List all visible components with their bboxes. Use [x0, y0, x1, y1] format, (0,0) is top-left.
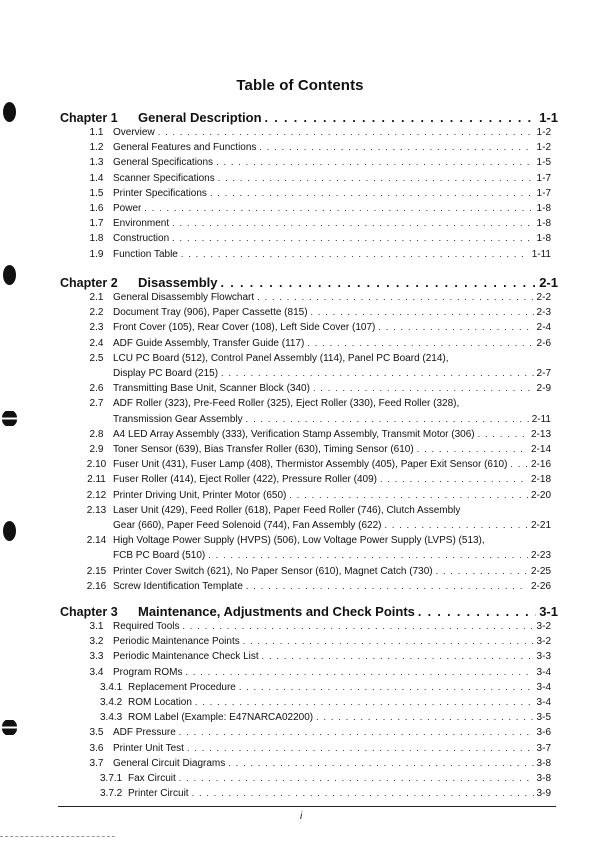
dot-leader: [216, 157, 533, 168]
footer-rule: [58, 806, 556, 807]
toc-entry-number: 2.12: [86, 489, 107, 501]
dot-leader: [311, 307, 534, 318]
toc-entry-page: 2-9: [536, 383, 551, 395]
toc-entry-continuation[interactable]: [80, 520, 551, 535]
page-title: Table of Contents: [236, 77, 364, 94]
toc-entry[interactable]: [80, 233, 551, 248]
toc-entry-page: 2-16: [530, 459, 551, 471]
toc-entry-page: 1-11: [531, 248, 551, 260]
dot-leader: [183, 621, 534, 632]
toc-entry-number: 2.13: [86, 504, 107, 516]
toc-subentry[interactable]: [100, 697, 551, 712]
toc-entry-number: 1.3: [89, 157, 104, 169]
toc-entry-number: 3.5: [89, 727, 104, 739]
toc-entry-page: 2-25: [530, 565, 551, 577]
toc-subentry[interactable]: [100, 788, 551, 803]
toc-entry-number: 2.7: [89, 398, 104, 410]
dot-leader: [221, 276, 537, 290]
toc-entry-title: Replacement Procedure: [128, 681, 236, 693]
toc-entry-page: 2-11: [531, 413, 551, 425]
toc-entry-page: 2-3: [536, 307, 551, 319]
dot-leader: [179, 773, 534, 784]
punch-hole-mark: [3, 102, 16, 122]
toc-subentry[interactable]: [100, 773, 551, 788]
toc-entry-number: 3.3: [89, 651, 104, 663]
toc-entry-title: Fuser Roller (414), Eject Roller (422), Pressure Roller (409): [113, 474, 377, 486]
toc-entry[interactable]: [80, 188, 551, 203]
toc-entry-page: 1-2: [536, 142, 551, 154]
dot-leader: [265, 111, 537, 125]
toc-entry-title: Printer Unit Test: [113, 742, 184, 754]
toc-entry-number: 1.9: [89, 248, 104, 260]
punch-hole-mark: [3, 521, 16, 541]
dot-leader: [307, 338, 533, 349]
toc-entry[interactable]: [80, 651, 551, 666]
toc-entry-number: 1.1: [89, 127, 104, 138]
toc-entry-number: 2.14: [86, 535, 107, 547]
chapter-title: Maintenance, Adjustments and Check Points: [138, 604, 415, 619]
toc-entry-title-cont: Display PC Board (215): [113, 368, 219, 379]
toc-entry[interactable]: [80, 142, 551, 157]
toc-entry-number: 3.7: [89, 757, 104, 769]
dot-leader: [246, 581, 528, 592]
dot-leader: [179, 727, 534, 738]
dot-leader: [187, 743, 534, 754]
toc-entry-title-cont: Transmission Gear Assembly: [113, 413, 243, 425]
toc-entry-title: A4 LED Array Assembly (333), Verification Stamp Assembly, Transmit Motor (306): [113, 428, 475, 440]
chapter-title: General Description: [138, 110, 262, 125]
toc-entry-number: 3.1: [89, 621, 104, 632]
dot-leader: [316, 712, 533, 723]
toc-entry[interactable]: [80, 157, 551, 172]
toc-entry[interactable]: [80, 459, 551, 474]
toc-entry-title-cont: Gear (660), Paper Feed Solenoid (744), Fan Assembly (622): [113, 520, 382, 531]
toc-entry-title: Scanner Specifications: [113, 172, 215, 184]
toc-entry[interactable]: [80, 292, 551, 307]
toc-entry-title: Document Tray (906), Paper Cassette (815): [113, 307, 308, 319]
toc-entry-title: General Specifications: [113, 157, 214, 169]
toc-entry[interactable]: [80, 474, 551, 489]
toc-entry-title: High Voltage Power Supply (HVPS) (506), Low Voltage Power Supply (LVPS) (513),: [113, 535, 485, 547]
toc-entry-title: Power: [113, 203, 142, 214]
toc-entry-title: Periodic Maintenance Points: [113, 636, 240, 648]
toc-entry-number: 1.7: [89, 218, 104, 230]
toc-entry-page: 3-4: [536, 666, 551, 678]
dot-leader: [384, 520, 528, 531]
toc-entry-number: 2.2: [89, 307, 104, 319]
toc-entry-title: Fuser Unit (431), Fuser Lamp (408), Thermistor Assembly (405), Paper Exit Sensor (610): [113, 459, 508, 471]
dot-leader: [262, 651, 534, 662]
toc-entry-page: 1-8: [536, 233, 551, 245]
toc-entry-title: Construction: [113, 233, 170, 245]
toc-entry-page: 3-2: [536, 636, 551, 648]
toc-entry-page: 1-7: [536, 187, 551, 199]
toc-entry-number: 2.5: [89, 352, 104, 364]
toc-entry-number: 2.1: [89, 292, 104, 303]
toc-entry-title: Printer Cover Switch (621), No Paper Sensor (610), Magnet Catch (730): [113, 565, 433, 577]
dot-leader: [192, 788, 534, 799]
dot-leader: [144, 203, 533, 214]
toc-entry-continuation[interactable]: [80, 414, 551, 429]
chapter-number: Chapter 1: [60, 111, 118, 125]
dot-leader: [172, 218, 533, 229]
toc-entry-number: 2.3: [89, 322, 104, 334]
dot-leader: [478, 429, 528, 440]
toc-entry[interactable]: [80, 667, 551, 682]
toc-entry-page: 3-5: [536, 712, 551, 724]
toc-entry-number: 3.6: [89, 742, 104, 754]
toc-entry-title-cont: FCB PC Board (510): [113, 550, 206, 562]
toc-entry-page: 2-21: [530, 520, 551, 531]
dot-leader: [185, 667, 533, 678]
dot-leader: [195, 697, 534, 708]
toc-entry-number: 1.4: [89, 172, 104, 184]
toc-subentry[interactable]: [100, 682, 551, 697]
dot-leader: [418, 605, 536, 619]
dot-leader: [380, 474, 528, 485]
toc-entry-page: 1-2: [536, 127, 551, 138]
toc-entry-title: Required Tools: [113, 621, 180, 632]
toc-entry-title: Screw Identification Template: [113, 580, 243, 592]
toc-entry-page: 3-4: [536, 697, 551, 708]
toc-entry-number: 2.8: [89, 428, 104, 440]
toc-entry-title: Front Cover (105), Rear Cover (108), Left Side Cover (107): [113, 322, 376, 334]
dot-leader: [210, 188, 534, 199]
toc-entry-page: 2-26: [530, 580, 551, 592]
dot-leader: [228, 758, 533, 769]
toc-entry-page: 2-14: [530, 444, 551, 455]
toc-entry-number: 2.10: [86, 459, 107, 471]
chapter-number: Chapter 3: [60, 605, 118, 619]
toc-entry-page: 3-8: [536, 757, 551, 769]
toc-entry-title: Laser Unit (429), Feed Roller (618), Paper Feed Roller (746), Clutch Assembly: [113, 504, 461, 516]
toc-entry[interactable]: [80, 322, 551, 337]
toc-entry-continuation[interactable]: [80, 550, 551, 565]
dot-leader: [510, 459, 528, 470]
toc-entry-title: General Features and Functions: [113, 142, 257, 154]
chapter-heading[interactable]: [60, 275, 558, 293]
toc-entry-title: Printer Circuit: [128, 788, 189, 800]
toc-entry[interactable]: [80, 581, 551, 596]
toc-entry-title: General Disassembly Flowchart: [113, 292, 255, 303]
toc-entry[interactable]: [80, 636, 551, 651]
toc-entry-title: Printer Driving Unit, Printer Motor (650): [113, 489, 287, 501]
dot-leader: [239, 682, 534, 693]
chapter-page: 1-1: [539, 110, 558, 125]
chapter-page: 3-1: [539, 604, 558, 619]
toc-entry[interactable]: [80, 429, 551, 444]
toc-entry[interactable]: [80, 338, 551, 353]
toc-entry-title: ADF Pressure: [113, 727, 176, 739]
toc-entry[interactable]: [80, 249, 551, 264]
toc-entry-page: 2-13: [530, 428, 551, 440]
dot-leader: [313, 383, 534, 394]
toc-entry-title: Printer Specifications: [113, 187, 207, 199]
toc-entry-page: 1-7: [536, 172, 551, 184]
toc-entry-page: 1-5: [536, 157, 551, 169]
dot-leader: [259, 142, 533, 153]
toc-entry-page: 3-3: [536, 651, 551, 663]
chapter-number: Chapter 2: [60, 276, 118, 290]
toc-entry-title: ROM Location: [128, 697, 192, 708]
dot-leader: [172, 233, 533, 244]
toc-entry-title: ADF Guide Assembly, Transfer Guide (117): [113, 337, 305, 349]
chapter-page: 2-1: [539, 275, 558, 290]
toc-entry-number: 1.2: [89, 142, 104, 154]
toc-entry-page: 2-2: [536, 292, 551, 303]
toc-entry[interactable]: [80, 566, 551, 581]
toc-entry[interactable]: [80, 127, 551, 142]
toc-entry[interactable]: [80, 307, 551, 322]
toc-subentry[interactable]: [100, 712, 551, 727]
toc-entry-page: 2-23: [530, 550, 551, 562]
toc-entry-title: General Circuit Diagrams: [113, 757, 226, 769]
toc-entry-page: 2-7: [536, 368, 551, 379]
dot-leader: [208, 550, 528, 561]
toc-entry-number: 1.6: [89, 203, 104, 214]
toc-entry[interactable]: [80, 218, 551, 233]
toc-entry-title: Fax Circuit: [128, 773, 176, 784]
dot-leader: [181, 249, 529, 260]
toc-entry-page: 3-9: [536, 788, 551, 800]
toc-entry-number: 3.4.2: [100, 697, 123, 708]
toc-entry-title: Transmitting Base Unit, Scanner Block (340): [113, 383, 310, 395]
toc-entry-page: 3-2: [536, 621, 551, 632]
toc-entry-number: 1.8: [89, 233, 104, 245]
toc-entry-number: 1.5: [89, 187, 104, 199]
toc-entry-page: 3-6: [536, 727, 551, 739]
toc-entry[interactable]: [80, 758, 551, 773]
toc-entry-number: 3.4.1: [100, 681, 123, 693]
toc-entry-page: 2-6: [536, 337, 551, 349]
toc-entry-title: Overview: [113, 127, 155, 138]
toc-entry-page: 1-8: [536, 203, 551, 214]
scan-artifact-line: [0, 836, 115, 837]
toc-entry[interactable]: [80, 203, 551, 218]
toc-entry-title: Periodic Maintenance Check List: [113, 651, 259, 663]
toc-entry-number: 2.16: [86, 580, 107, 592]
toc-entry-number: 3.7.1: [100, 773, 123, 784]
toc-entry-title: Environment: [113, 218, 170, 230]
toc-entry-number: 2.15: [86, 565, 107, 577]
punch-hole-mark: [2, 720, 17, 735]
dot-leader: [246, 414, 529, 425]
punch-hole-mark: [2, 411, 17, 426]
toc-entry[interactable]: [80, 727, 551, 742]
toc-entry-page: 1-8: [536, 218, 551, 230]
toc-entry-page: 2-18: [530, 474, 551, 486]
toc-entry-number: 2.6: [89, 383, 104, 395]
toc-entry-title: Function Table: [113, 248, 178, 260]
toc-entry-number: 2.9: [89, 444, 104, 455]
toc-entry[interactable]: [80, 743, 551, 758]
chapter-title: Disassembly: [138, 275, 218, 290]
toc-entry-title: Program ROMs: [113, 666, 183, 678]
toc-entry-number: 3.7.2: [100, 788, 123, 800]
toc-entry-page: 3-8: [536, 773, 551, 784]
page-number: i: [300, 811, 303, 822]
dot-leader: [378, 322, 533, 333]
dot-leader: [158, 127, 534, 138]
toc-entry[interactable]: [80, 383, 551, 398]
toc-entry-page: 2-4: [536, 322, 551, 334]
dot-leader: [243, 636, 534, 647]
toc-entry[interactable]: [80, 444, 551, 459]
punch-hole-mark: [3, 265, 16, 285]
toc-entry[interactable]: [80, 621, 551, 636]
toc-entry-number: 3.4.3: [100, 712, 123, 724]
toc-entry-page: 3-7: [536, 742, 551, 754]
dot-leader: [417, 444, 528, 455]
chapter-heading[interactable]: [60, 110, 558, 128]
toc-entry-number: 3.4: [89, 666, 104, 678]
toc-entry[interactable]: [80, 173, 551, 188]
toc-entry[interactable]: [80, 490, 551, 505]
dot-leader: [289, 490, 528, 501]
toc-entry-number: 2.11: [87, 474, 106, 486]
toc-entry-title: LCU PC Board (512), Control Panel Assembly (114), Panel PC Board (214),: [113, 352, 449, 364]
chapter-heading[interactable]: [60, 604, 558, 622]
toc-entry-number: 2.4: [89, 337, 104, 349]
dot-leader: [218, 173, 534, 184]
toc-entry-title: ADF Roller (323), Pre-Feed Roller (325), Eject Roller (330), Feed Roller (328),: [113, 398, 460, 410]
toc-entry-title: ROM Label (Example: E47NARCA02200): [128, 712, 314, 724]
toc-entry-continuation[interactable]: [80, 368, 551, 383]
toc-entry-number: 3.2: [89, 636, 104, 648]
dot-leader: [221, 368, 534, 379]
toc-entry-title: Toner Sensor (639), Bias Transfer Roller (630), Timing Sensor (610): [113, 444, 414, 455]
dot-leader: [257, 292, 533, 303]
toc-entry-page: 2-20: [530, 489, 551, 501]
toc-entry-page: 3-4: [536, 681, 551, 693]
dot-leader: [436, 566, 528, 577]
